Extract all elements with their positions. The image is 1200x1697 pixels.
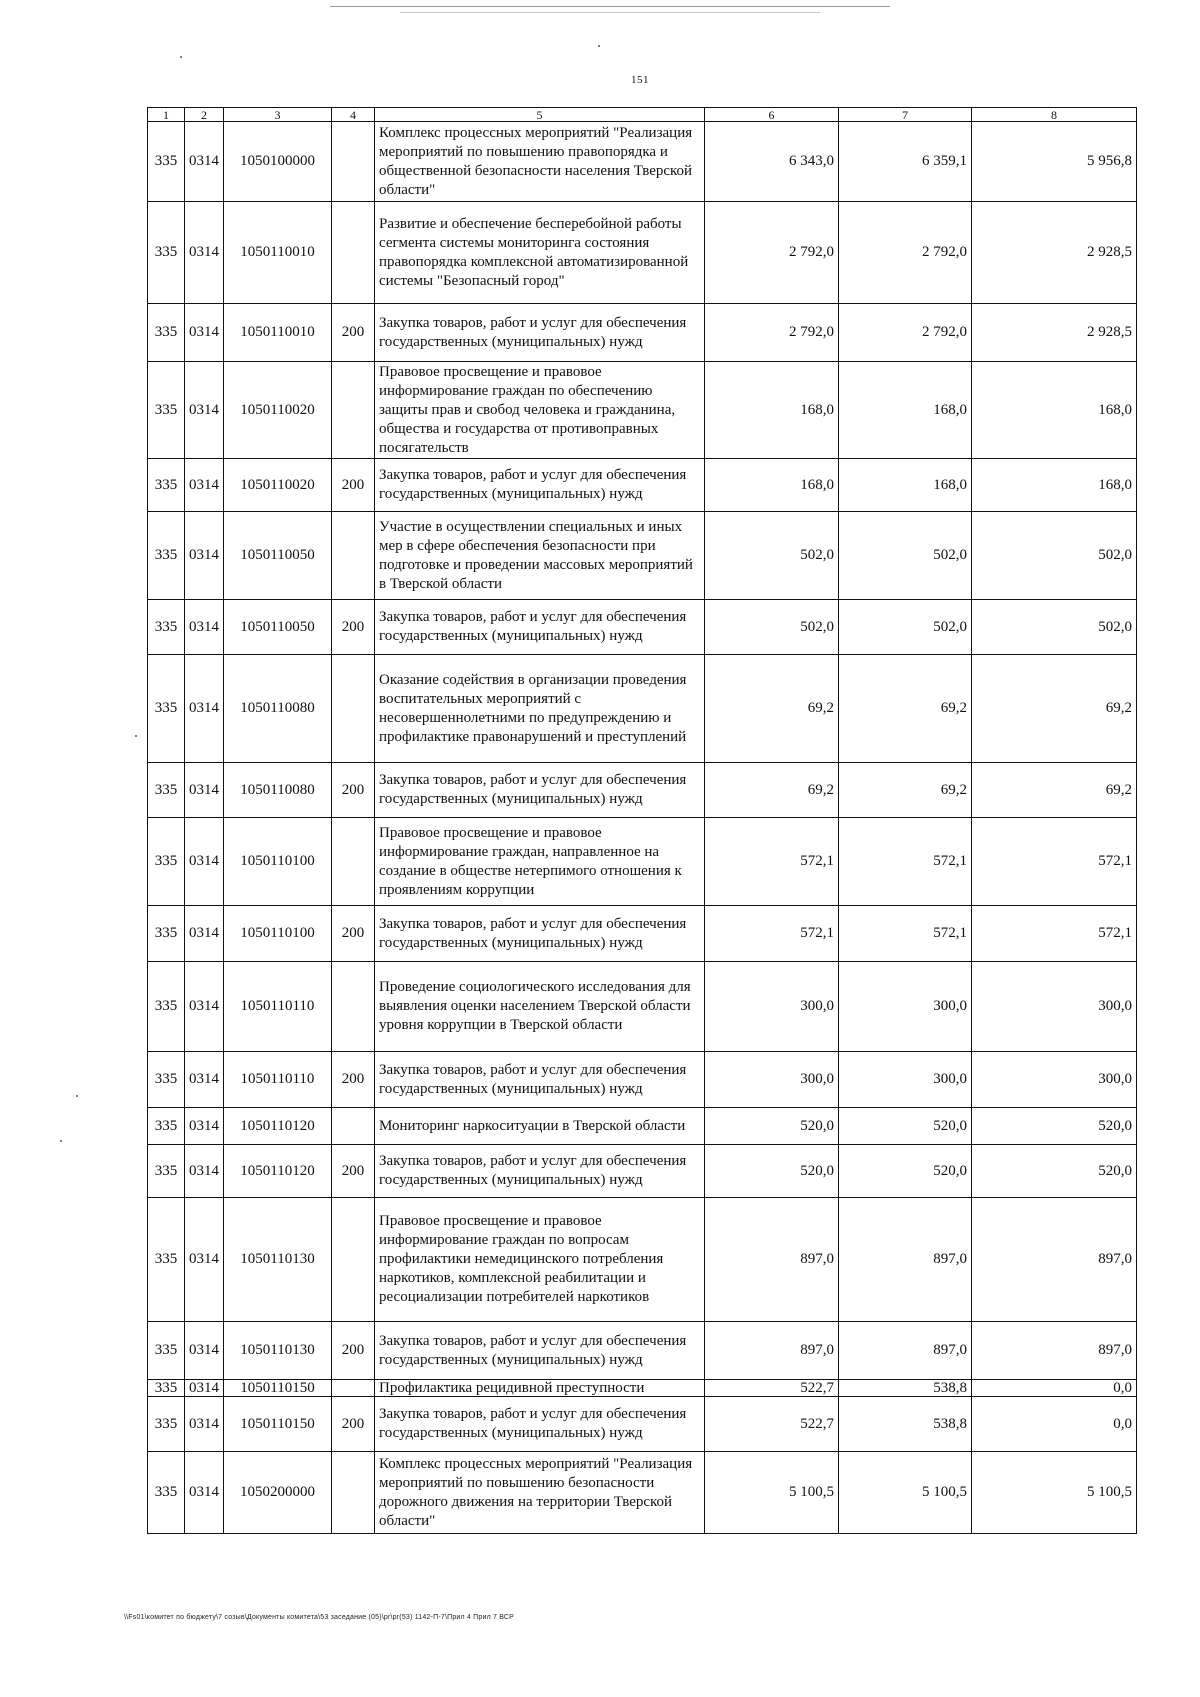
amount-year3-cell: 502,0 — [972, 512, 1137, 600]
table-row — [148, 1322, 1137, 1380]
amount-year1-cell: 897,0 — [705, 1198, 839, 1322]
scan-speck — [135, 735, 137, 737]
amount-year1-cell: 520,0 — [705, 1108, 839, 1145]
description-cell: Правовое просвещение и правовое информирование граждан по вопросам профилактики немедицинского потребления наркотиков, комплексной реабилитации и ресоциализации потребителей наркотиков — [375, 1198, 705, 1322]
table-row — [148, 818, 1137, 906]
section-code-cell: 0314 — [185, 763, 224, 818]
table-row — [148, 655, 1137, 763]
amount-year3-cell: 5 956,8 — [972, 122, 1137, 202]
amount-year2-cell: 538,8 — [839, 1397, 972, 1452]
chapter-code-cell: 335 — [148, 362, 185, 459]
column-header: 7 — [839, 108, 972, 122]
amount-year3-cell: 168,0 — [972, 362, 1137, 459]
chapter-code-cell: 335 — [148, 1108, 185, 1145]
table-row — [148, 304, 1137, 362]
chapter-code-cell: 335 — [148, 818, 185, 906]
target-article-cell: 1050110150 — [224, 1397, 332, 1452]
amount-year2-cell: 520,0 — [839, 1108, 972, 1145]
target-article-cell: 1050110010 — [224, 202, 332, 304]
amount-year1-cell: 168,0 — [705, 459, 839, 512]
section-code-cell: 0314 — [185, 1452, 224, 1534]
column-header: 3 — [224, 108, 332, 122]
expense-type-cell — [332, 1108, 375, 1145]
column-header: 5 — [375, 108, 705, 122]
description-cell: Закупка товаров, работ и услуг для обеспечения государственных (муниципальных) нужд — [375, 1145, 705, 1198]
expense-type-cell: 200 — [332, 600, 375, 655]
amount-year2-cell: 2 792,0 — [839, 202, 972, 304]
section-code-cell: 0314 — [185, 202, 224, 304]
scan-artifact-line — [330, 6, 890, 7]
amount-year3-cell: 502,0 — [972, 600, 1137, 655]
amount-year1-cell: 522,7 — [705, 1380, 839, 1397]
amount-year3-cell: 897,0 — [972, 1198, 1137, 1322]
amount-year1-cell: 502,0 — [705, 600, 839, 655]
chapter-code-cell: 335 — [148, 600, 185, 655]
expense-type-cell — [332, 1380, 375, 1397]
page-number: 151 — [631, 74, 649, 86]
description-cell: Развитие и обеспечение бесперебойной работы сегмента системы мониторинга состояния правопорядка комплексной автоматизированной системы "Безопасный город" — [375, 202, 705, 304]
description-cell: Закупка товаров, работ и услуг для обеспечения государственных (муниципальных) нужд — [375, 1052, 705, 1108]
amount-year2-cell: 69,2 — [839, 655, 972, 763]
expense-type-cell — [332, 512, 375, 600]
target-article-cell: 1050110050 — [224, 600, 332, 655]
chapter-code-cell: 335 — [148, 304, 185, 362]
target-article-cell: 1050110010 — [224, 304, 332, 362]
amount-year2-cell: 168,0 — [839, 362, 972, 459]
section-code-cell: 0314 — [185, 1108, 224, 1145]
chapter-code-cell: 335 — [148, 1397, 185, 1452]
amount-year3-cell: 69,2 — [972, 763, 1137, 818]
expense-type-cell — [332, 962, 375, 1052]
description-cell: Оказание содействия в организации проведения воспитательных мероприятий с несовершеннолетними по предупреждению и профилактике правонарушений и преступлений — [375, 655, 705, 763]
target-article-cell: 1050110080 — [224, 763, 332, 818]
section-code-cell: 0314 — [185, 304, 224, 362]
description-cell: Профилактика рецидивной преступности — [375, 1380, 705, 1397]
section-code-cell: 0314 — [185, 1198, 224, 1322]
target-article-cell: 1050110110 — [224, 962, 332, 1052]
target-article-cell: 1050110150 — [224, 1380, 332, 1397]
column-header: 1 — [148, 108, 185, 122]
section-code-cell: 0314 — [185, 512, 224, 600]
description-cell: Правовое просвещение и правовое информирование граждан по обеспечению защиты прав и свобод человека и гражданина, общества и государства от противоправных посягательств — [375, 362, 705, 459]
expense-type-cell: 200 — [332, 1322, 375, 1380]
table-row — [148, 1198, 1137, 1322]
expense-type-cell — [332, 655, 375, 763]
amount-year1-cell: 6 343,0 — [705, 122, 839, 202]
description-cell: Комплекс процессных мероприятий "Реализация мероприятий по повышению безопасности дорожного движения на территории Тверской области" — [375, 1452, 705, 1534]
amount-year2-cell: 572,1 — [839, 906, 972, 962]
amount-year2-cell: 168,0 — [839, 459, 972, 512]
section-code-cell: 0314 — [185, 655, 224, 763]
amount-year3-cell: 300,0 — [972, 962, 1137, 1052]
target-article-cell: 1050110110 — [224, 1052, 332, 1108]
description-cell: Проведение социологического исследования для выявления оценки населением Тверской области уровня коррупции в Тверской области — [375, 962, 705, 1052]
target-article-cell: 1050110130 — [224, 1198, 332, 1322]
amount-year1-cell: 572,1 — [705, 818, 839, 906]
table-row — [148, 512, 1137, 600]
target-article-cell: 1050110130 — [224, 1322, 332, 1380]
expense-type-cell — [332, 362, 375, 459]
column-header: 4 — [332, 108, 375, 122]
expense-type-cell — [332, 1198, 375, 1322]
chapter-code-cell: 335 — [148, 1452, 185, 1534]
scan-speck — [60, 1140, 62, 1142]
chapter-code-cell: 335 — [148, 122, 185, 202]
description-cell: Закупка товаров, работ и услуг для обеспечения государственных (муниципальных) нужд — [375, 459, 705, 512]
expense-type-cell: 200 — [332, 459, 375, 512]
table-row — [148, 1397, 1137, 1452]
description-cell: Закупка товаров, работ и услуг для обеспечения государственных (муниципальных) нужд — [375, 1397, 705, 1452]
chapter-code-cell: 335 — [148, 1052, 185, 1108]
target-article-cell: 1050110100 — [224, 906, 332, 962]
target-article-cell: 1050110080 — [224, 655, 332, 763]
scan-artifact-line — [400, 12, 820, 13]
amount-year3-cell: 0,0 — [972, 1380, 1137, 1397]
chapter-code-cell: 335 — [148, 763, 185, 818]
section-code-cell: 0314 — [185, 906, 224, 962]
amount-year1-cell: 5 100,5 — [705, 1452, 839, 1534]
section-code-cell: 0314 — [185, 122, 224, 202]
amount-year2-cell: 538,8 — [839, 1380, 972, 1397]
amount-year2-cell: 520,0 — [839, 1145, 972, 1198]
description-cell: Мониторинг наркоситуации в Тверской области — [375, 1108, 705, 1145]
amount-year1-cell: 2 792,0 — [705, 304, 839, 362]
section-code-cell: 0314 — [185, 362, 224, 459]
column-header: 8 — [972, 108, 1137, 122]
amount-year1-cell: 168,0 — [705, 362, 839, 459]
section-code-cell: 0314 — [185, 1380, 224, 1397]
expense-type-cell: 200 — [332, 906, 375, 962]
chapter-code-cell: 335 — [148, 512, 185, 600]
chapter-code-cell: 335 — [148, 459, 185, 512]
chapter-code-cell: 335 — [148, 962, 185, 1052]
expense-type-cell — [332, 202, 375, 304]
chapter-code-cell: 335 — [148, 655, 185, 763]
scan-speck — [76, 1095, 78, 1097]
section-code-cell: 0314 — [185, 1145, 224, 1198]
amount-year1-cell: 300,0 — [705, 962, 839, 1052]
amount-year3-cell: 2 928,5 — [972, 304, 1137, 362]
amount-year3-cell: 168,0 — [972, 459, 1137, 512]
amount-year3-cell: 300,0 — [972, 1052, 1137, 1108]
target-article-cell: 1050110020 — [224, 362, 332, 459]
amount-year2-cell: 300,0 — [839, 962, 972, 1052]
amount-year1-cell: 502,0 — [705, 512, 839, 600]
chapter-code-cell: 335 — [148, 1145, 185, 1198]
description-cell: Правовое просвещение и правовое информирование граждан, направленное на создание в обществе нетерпимого отношения к проявлениям коррупции — [375, 818, 705, 906]
table-row — [148, 362, 1137, 459]
amount-year3-cell: 572,1 — [972, 906, 1137, 962]
expense-type-cell: 200 — [332, 1145, 375, 1198]
section-code-cell: 0314 — [185, 962, 224, 1052]
expense-type-cell: 200 — [332, 1397, 375, 1452]
amount-year2-cell: 572,1 — [839, 818, 972, 906]
table-row — [148, 122, 1137, 202]
table-row — [148, 1452, 1137, 1534]
amount-year1-cell: 69,2 — [705, 655, 839, 763]
target-article-cell: 1050200000 — [224, 1452, 332, 1534]
amount-year3-cell: 520,0 — [972, 1145, 1137, 1198]
section-code-cell: 0314 — [185, 1322, 224, 1380]
target-article-cell: 1050110100 — [224, 818, 332, 906]
chapter-code-cell: 335 — [148, 1322, 185, 1380]
section-code-cell: 0314 — [185, 1052, 224, 1108]
table-row — [148, 459, 1137, 512]
table-row — [148, 1380, 1137, 1397]
chapter-code-cell: 335 — [148, 906, 185, 962]
section-code-cell: 0314 — [185, 1397, 224, 1452]
table-row — [148, 1108, 1137, 1145]
table-row — [148, 1145, 1137, 1198]
amount-year2-cell: 2 792,0 — [839, 304, 972, 362]
description-cell: Закупка товаров, работ и услуг для обеспечения государственных (муниципальных) нужд — [375, 763, 705, 818]
description-cell: Закупка товаров, работ и услуг для обеспечения государственных (муниципальных) нужд — [375, 600, 705, 655]
expense-type-cell: 200 — [332, 1052, 375, 1108]
amount-year1-cell: 69,2 — [705, 763, 839, 818]
amount-year3-cell: 897,0 — [972, 1322, 1137, 1380]
description-cell: Закупка товаров, работ и услуг для обеспечения государственных (муниципальных) нужд — [375, 906, 705, 962]
scan-speck — [180, 56, 182, 58]
amount-year2-cell: 300,0 — [839, 1052, 972, 1108]
expense-type-cell — [332, 1452, 375, 1534]
expense-type-cell — [332, 818, 375, 906]
amount-year2-cell: 502,0 — [839, 512, 972, 600]
amount-year1-cell: 897,0 — [705, 1322, 839, 1380]
section-code-cell: 0314 — [185, 818, 224, 906]
chapter-code-cell: 335 — [148, 202, 185, 304]
target-article-cell: 1050100000 — [224, 122, 332, 202]
expense-type-cell — [332, 122, 375, 202]
amount-year2-cell: 897,0 — [839, 1198, 972, 1322]
amount-year3-cell: 572,1 — [972, 818, 1137, 906]
section-code-cell: 0314 — [185, 459, 224, 512]
table-row — [148, 906, 1137, 962]
description-cell: Комплекс процессных мероприятий "Реализация мероприятий по повышению правопорядка и общественной безопасности населения Тверской области" — [375, 122, 705, 202]
target-article-cell: 1050110020 — [224, 459, 332, 512]
amount-year1-cell: 520,0 — [705, 1145, 839, 1198]
table-body — [148, 122, 1137, 1534]
description-cell: Закупка товаров, работ и услуг для обеспечения государственных (муниципальных) нужд — [375, 1322, 705, 1380]
amount-year2-cell: 69,2 — [839, 763, 972, 818]
description-cell: Закупка товаров, работ и услуг для обеспечения государственных (муниципальных) нужд — [375, 304, 705, 362]
amount-year2-cell: 897,0 — [839, 1322, 972, 1380]
scan-speck — [598, 45, 600, 47]
table-row — [148, 600, 1137, 655]
file-path-footer: \\Fs01\комитет по бюджету\7 созыв\Документы комитета\53 заседание (05)\pr\pr(53) 1142-П-7\Прил 4 Прил 7 ВСР — [124, 1614, 515, 1621]
table-row — [148, 1052, 1137, 1108]
expense-type-cell: 200 — [332, 763, 375, 818]
table-row — [148, 763, 1137, 818]
amount-year1-cell: 2 792,0 — [705, 202, 839, 304]
amount-year1-cell: 572,1 — [705, 906, 839, 962]
target-article-cell: 1050110120 — [224, 1145, 332, 1198]
amount-year1-cell: 300,0 — [705, 1052, 839, 1108]
amount-year2-cell: 5 100,5 — [839, 1452, 972, 1534]
budget-table — [147, 107, 1137, 1534]
amount-year2-cell: 502,0 — [839, 600, 972, 655]
chapter-code-cell: 335 — [148, 1380, 185, 1397]
chapter-code-cell: 335 — [148, 1198, 185, 1322]
table-row — [148, 962, 1137, 1052]
column-header: 6 — [705, 108, 839, 122]
amount-year3-cell: 520,0 — [972, 1108, 1137, 1145]
amount-year3-cell: 69,2 — [972, 655, 1137, 763]
table-row — [148, 202, 1137, 304]
amount-year3-cell: 0,0 — [972, 1397, 1137, 1452]
header-row — [148, 108, 1137, 122]
description-cell: Участие в осуществлении специальных и иных мер в сфере обеспечения безопасности при подготовке и проведении массовых мероприятий в Тверской области — [375, 512, 705, 600]
target-article-cell: 1050110050 — [224, 512, 332, 600]
column-header: 2 — [185, 108, 224, 122]
expense-type-cell: 200 — [332, 304, 375, 362]
amount-year3-cell: 2 928,5 — [972, 202, 1137, 304]
amount-year1-cell: 522,7 — [705, 1397, 839, 1452]
amount-year3-cell: 5 100,5 — [972, 1452, 1137, 1534]
section-code-cell: 0314 — [185, 600, 224, 655]
amount-year2-cell: 6 359,1 — [839, 122, 972, 202]
target-article-cell: 1050110120 — [224, 1108, 332, 1145]
